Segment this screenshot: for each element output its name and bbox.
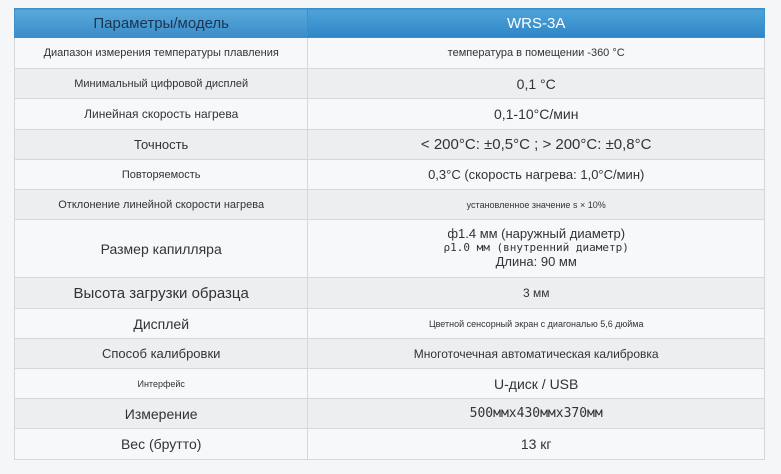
row-label: Способ калибровки [15, 339, 308, 369]
row-value: 0,1 °C [308, 69, 765, 99]
table-row [15, 160, 765, 190]
row-value: температура в помещении -360 °C [308, 38, 765, 69]
table-row [15, 99, 765, 130]
row-value: 3 мм [308, 278, 765, 309]
table-row [15, 130, 765, 160]
row-value [308, 220, 765, 278]
table-row [15, 220, 765, 278]
row-value: установленное значение s × 10% [308, 190, 765, 220]
row-label: Дисплей [15, 309, 308, 339]
row-label: Высота загрузки образца [15, 278, 308, 309]
capillary-inner: ρ1.0 мм (внутренний диаметр) [443, 241, 629, 255]
table-row [15, 369, 765, 399]
row-value: < 200°C: ±0,5°C ; > 200°C: ±0,8°C [308, 130, 765, 160]
table-row [15, 190, 765, 220]
row-value: 13 кг [308, 429, 765, 460]
row-value: 0,1-10°C/мин [308, 99, 765, 130]
row-label: Повторяемость [15, 160, 308, 190]
table-row [15, 38, 765, 69]
row-label: Отклонение линейной скорости нагрева [15, 190, 308, 220]
spec-table [14, 8, 765, 460]
row-value: U-диск / USB [308, 369, 765, 399]
capillary-outer: ф1.4 мм (наружный диаметр) [447, 226, 626, 242]
row-label: Диапазон измерения температуры плавления [15, 38, 308, 69]
table-row [15, 429, 765, 460]
row-label: Точность [15, 130, 308, 160]
table-header-row [15, 9, 765, 38]
table-row [15, 339, 765, 369]
capillary-length: Длина: 90 мм [495, 253, 577, 269]
row-label: Линейная скорость нагрева [15, 99, 308, 130]
row-value: 0,3°C (скорость нагрева: 1,0°C/мин) [308, 160, 765, 190]
row-value: Многоточечная автоматическая калибровка [308, 339, 765, 369]
param-header-cell: Параметры/модель [15, 9, 308, 38]
row-label: Измерение [15, 399, 308, 429]
row-value: Цветной сенсорный экран с диагональю 5,6 дюйма [308, 309, 765, 339]
row-label: Размер капилляра [15, 220, 308, 278]
table-row [15, 309, 765, 339]
row-label: Интерфейс [15, 369, 308, 399]
row-value: 500ммх430ммх370мм [308, 399, 765, 429]
table-row [15, 278, 765, 309]
table-row [15, 399, 765, 429]
table-row [15, 69, 765, 99]
row-label: Вес (брутто) [15, 429, 308, 460]
model-header-cell: WRS-3A [308, 9, 765, 38]
row-label: Минимальный цифровой дисплей [15, 69, 308, 99]
